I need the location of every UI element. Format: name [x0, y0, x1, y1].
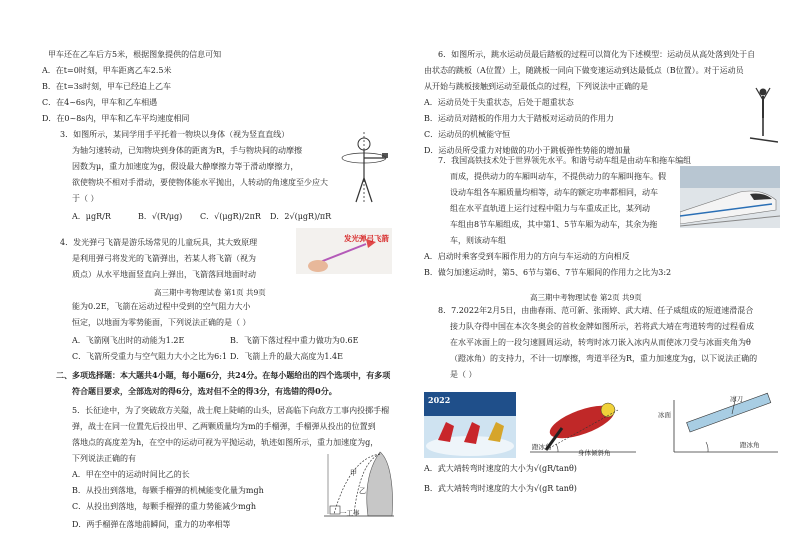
q5-line: 5．长征途中，为了突破敌方关隘，战士爬上陡峭的山头，居高临下向敌方工事内投掷手榴 — [72, 406, 390, 415]
q4-option-c: C．飞箭所受重力与空气阻力大小之比为6:1 — [72, 352, 227, 361]
q8-line: （蹬冰角）的支持力，不计一切摩擦，弯道半径为R，重力加速度为g，以下说法正确的 — [450, 354, 758, 363]
q4-line: 恒定，以地面为零势能面，下列说法正确的是（ ） — [72, 318, 251, 327]
q5-line: 落地点的高度差为h，在空中的运动可视为平抛运动，轨迹如图所示，重力加速度为g， — [72, 438, 379, 447]
skating-photo-year: 2022 — [428, 395, 451, 405]
q8-line: 在水平冰面上的一段匀速圆周运动，转弯时冰刀嵌入冰内从而使冰刀受与冰面夹角为θ — [450, 338, 751, 347]
q2-option-d: D．在0~8s内，甲车和乙车平均速度相同 — [42, 114, 190, 123]
q3-option-d: D．2√(μgR)/πR — [270, 212, 332, 221]
q7-line: 7．我国高铁技术处于世界领先水平。和谐号动车组是由动车和拖车编组 — [438, 156, 692, 165]
q2-option-a: A．在t=0时刻，甲车距离乙车2.5米 — [42, 66, 172, 75]
high-speed-train-photo — [680, 166, 780, 228]
q6-option-a: A．运动员处于失重状态，后处于超重状态 — [424, 98, 574, 107]
q5-option-c: C．从投出到落地，每颗手榴弹的重力势能减少mgh — [72, 502, 256, 511]
label-bingdao: 冰刀 — [730, 395, 743, 403]
q8-line: 8．7.2022年2月5日，由曲春雨、范可新、张雨婷、武大靖、任子威组成的短道速滑混合 — [438, 306, 754, 315]
q6-option-d: D．运动员所受重力对她做的功小于跳板弹性势能的增加量 — [424, 146, 631, 155]
label-bingmian: 冰面 — [658, 411, 671, 419]
q7-option-a: A．启动时乘客受到车厢作用力的方向与车运动的方向相反 — [424, 252, 630, 261]
q8-line: 是（ ） — [450, 370, 477, 379]
trajectory-label-jia: 甲 — [350, 469, 357, 477]
label-shenti-qingxie-jiao: 身体倾斜角 — [578, 449, 611, 457]
section-two-title: 符合题目要求，全部选对的得6分，选对但不全的得3分，有选错的得0分。 — [72, 386, 337, 396]
q2-tail: 甲车还在乙车后方5米，根据图象提供的信息可知 — [48, 50, 222, 59]
q5-line: 弹，战士在同一位置先后投出甲、乙两颗质量均为m的手榴弹，手榴弹从投出的位置到 — [72, 422, 376, 431]
q3-option-c: C．√(μgR)/2πR — [200, 212, 261, 221]
q3-line: 因数为μ，重力加速度为g，假设最大静摩擦力等于滑动摩擦力， — [72, 162, 299, 171]
diver-figure — [748, 84, 778, 146]
q4-option-d: D．飞箭上升的最大高度为1.4E — [230, 352, 343, 361]
q6-line: 从开始与跳板接触到运动至最低点的过程，下列说法中正确的是 — [424, 82, 648, 91]
q7-line: 设动车组各车厢质量均相等，动车的额定功率都相同，动车 — [450, 188, 658, 197]
q3-option-a: A．μgR/R — [72, 212, 111, 221]
ice-blade-diagram — [650, 392, 782, 458]
q6-line: 6．如图所示，跳水运动员最后踏板的过程可以简化为下述模型：运动员从高处落到处于自 — [438, 50, 756, 59]
trajectory-label-gongshi: 一工事 — [340, 509, 360, 517]
slingshot-label: 发光弹弓飞箭 — [344, 234, 389, 243]
q6-option-b: B．运动员对踏板的作用力大于踏板对运动员的作用力 — [424, 114, 614, 123]
q5-option-d: D．两手榴弹在落地前瞬间，重力的功率相等 — [72, 520, 231, 529]
q7-line: 车组由8节车厢组成，其中第1、5节车厢为动车，其余为拖 — [450, 220, 658, 229]
q4-line: 质点）从水平地面竖直向上弹出，飞箭落回地面时动 — [72, 270, 256, 279]
page-one-footer: 高三期中考物理试卷 第1页 共9页 — [154, 288, 266, 297]
q3-line: 为轴匀速转动，已知物块到身体的距离为R，手与物块间的动摩擦 — [72, 146, 303, 155]
q8-line: 接力队夺得中国在本次冬奥会的首枚金牌如图所示，若将武大靖在弯道转弯的过程看成 — [450, 322, 754, 331]
q7-line: 而成，提供动力的车厢叫动车，不提供动力的车厢叫拖车。假 — [450, 172, 666, 181]
q6-line: 由状态的跳板（A位置）上，随跳板一同向下做变速运动到达最低点（B位置）。对于运动员 — [424, 66, 744, 75]
q7-line: 车，则该动车组 — [450, 236, 506, 245]
q4-line: 能为0.2E，飞箭在运动过程中受到的空气阻力大小 — [72, 302, 251, 311]
q3-line: 欲使物块不相对手滑动，要使物体能水平抛出，人转动的角速度至少应大 — [72, 178, 328, 187]
q3-line: 3．如图所示，某同学用手平托着一物块以身体（视为竖直直线） — [60, 130, 290, 139]
q2-option-b: B．在t=3s时刻，甲车已经追上乙车 — [42, 82, 171, 91]
q5-option-a: A．甲在空中的运动时间比乙的长 — [72, 470, 190, 479]
page-two-footer: 高三期中考物理试卷 第2页 共9页 — [530, 293, 642, 302]
trajectory-label-yi: 乙 — [359, 487, 366, 495]
q8-option-b: B．武大靖转弯时速度的大小为√(gR tanθ) — [424, 484, 577, 493]
label-dengbing-jiao-2: 蹬冰角 — [740, 441, 760, 449]
q4-line: 是利用弹弓将发光的飞箭弹出，若某人将飞箭（视为 — [72, 254, 256, 263]
label-dengbing-jiao: 蹬冰角 — [532, 443, 552, 451]
spinning-person-figure — [338, 132, 390, 204]
q4-line: 4．发光弹弓飞箭是游乐场常见的儿童玩具，其大致原理 — [60, 238, 258, 247]
q5-line: 下列说法正确的有 — [72, 454, 136, 463]
q5-option-b: B．从投出到落地，每颗手榴弹的机械能变化量为mgh — [72, 486, 264, 495]
q7-line: 组在水平直轨道上运行过程中阻力与车重成正比，某列动 — [450, 204, 650, 213]
section-two-title: 二、多项选择题：本大题共4小题，每小题6分，共24分。在每小题给出的四个选项中，有多项 — [56, 370, 391, 380]
q7-option-b: B．做匀加速运动时，第5、6节与第6、7节车厢间的作用力之比为3:2 — [424, 268, 672, 277]
q4-option-b: B．飞箭下落过程中重力做功为0.6E — [230, 336, 359, 345]
q2-option-c: C．在4~6s内，甲车和乙车相遇 — [42, 98, 158, 107]
q6-option-c: C．运动员的机械能守恒 — [424, 130, 511, 139]
q4-option-a: A．飞箭刚飞出时的动能为1.2E — [72, 336, 185, 345]
page-one — [20, 0, 400, 555]
page-two — [410, 0, 790, 555]
q3-line: 于（ ） — [72, 194, 99, 203]
q8-option-a: A．武大靖转弯时速度的大小为√(gR/tanθ) — [424, 464, 577, 473]
q3-option-b: B．√(R/μg) — [138, 212, 183, 221]
